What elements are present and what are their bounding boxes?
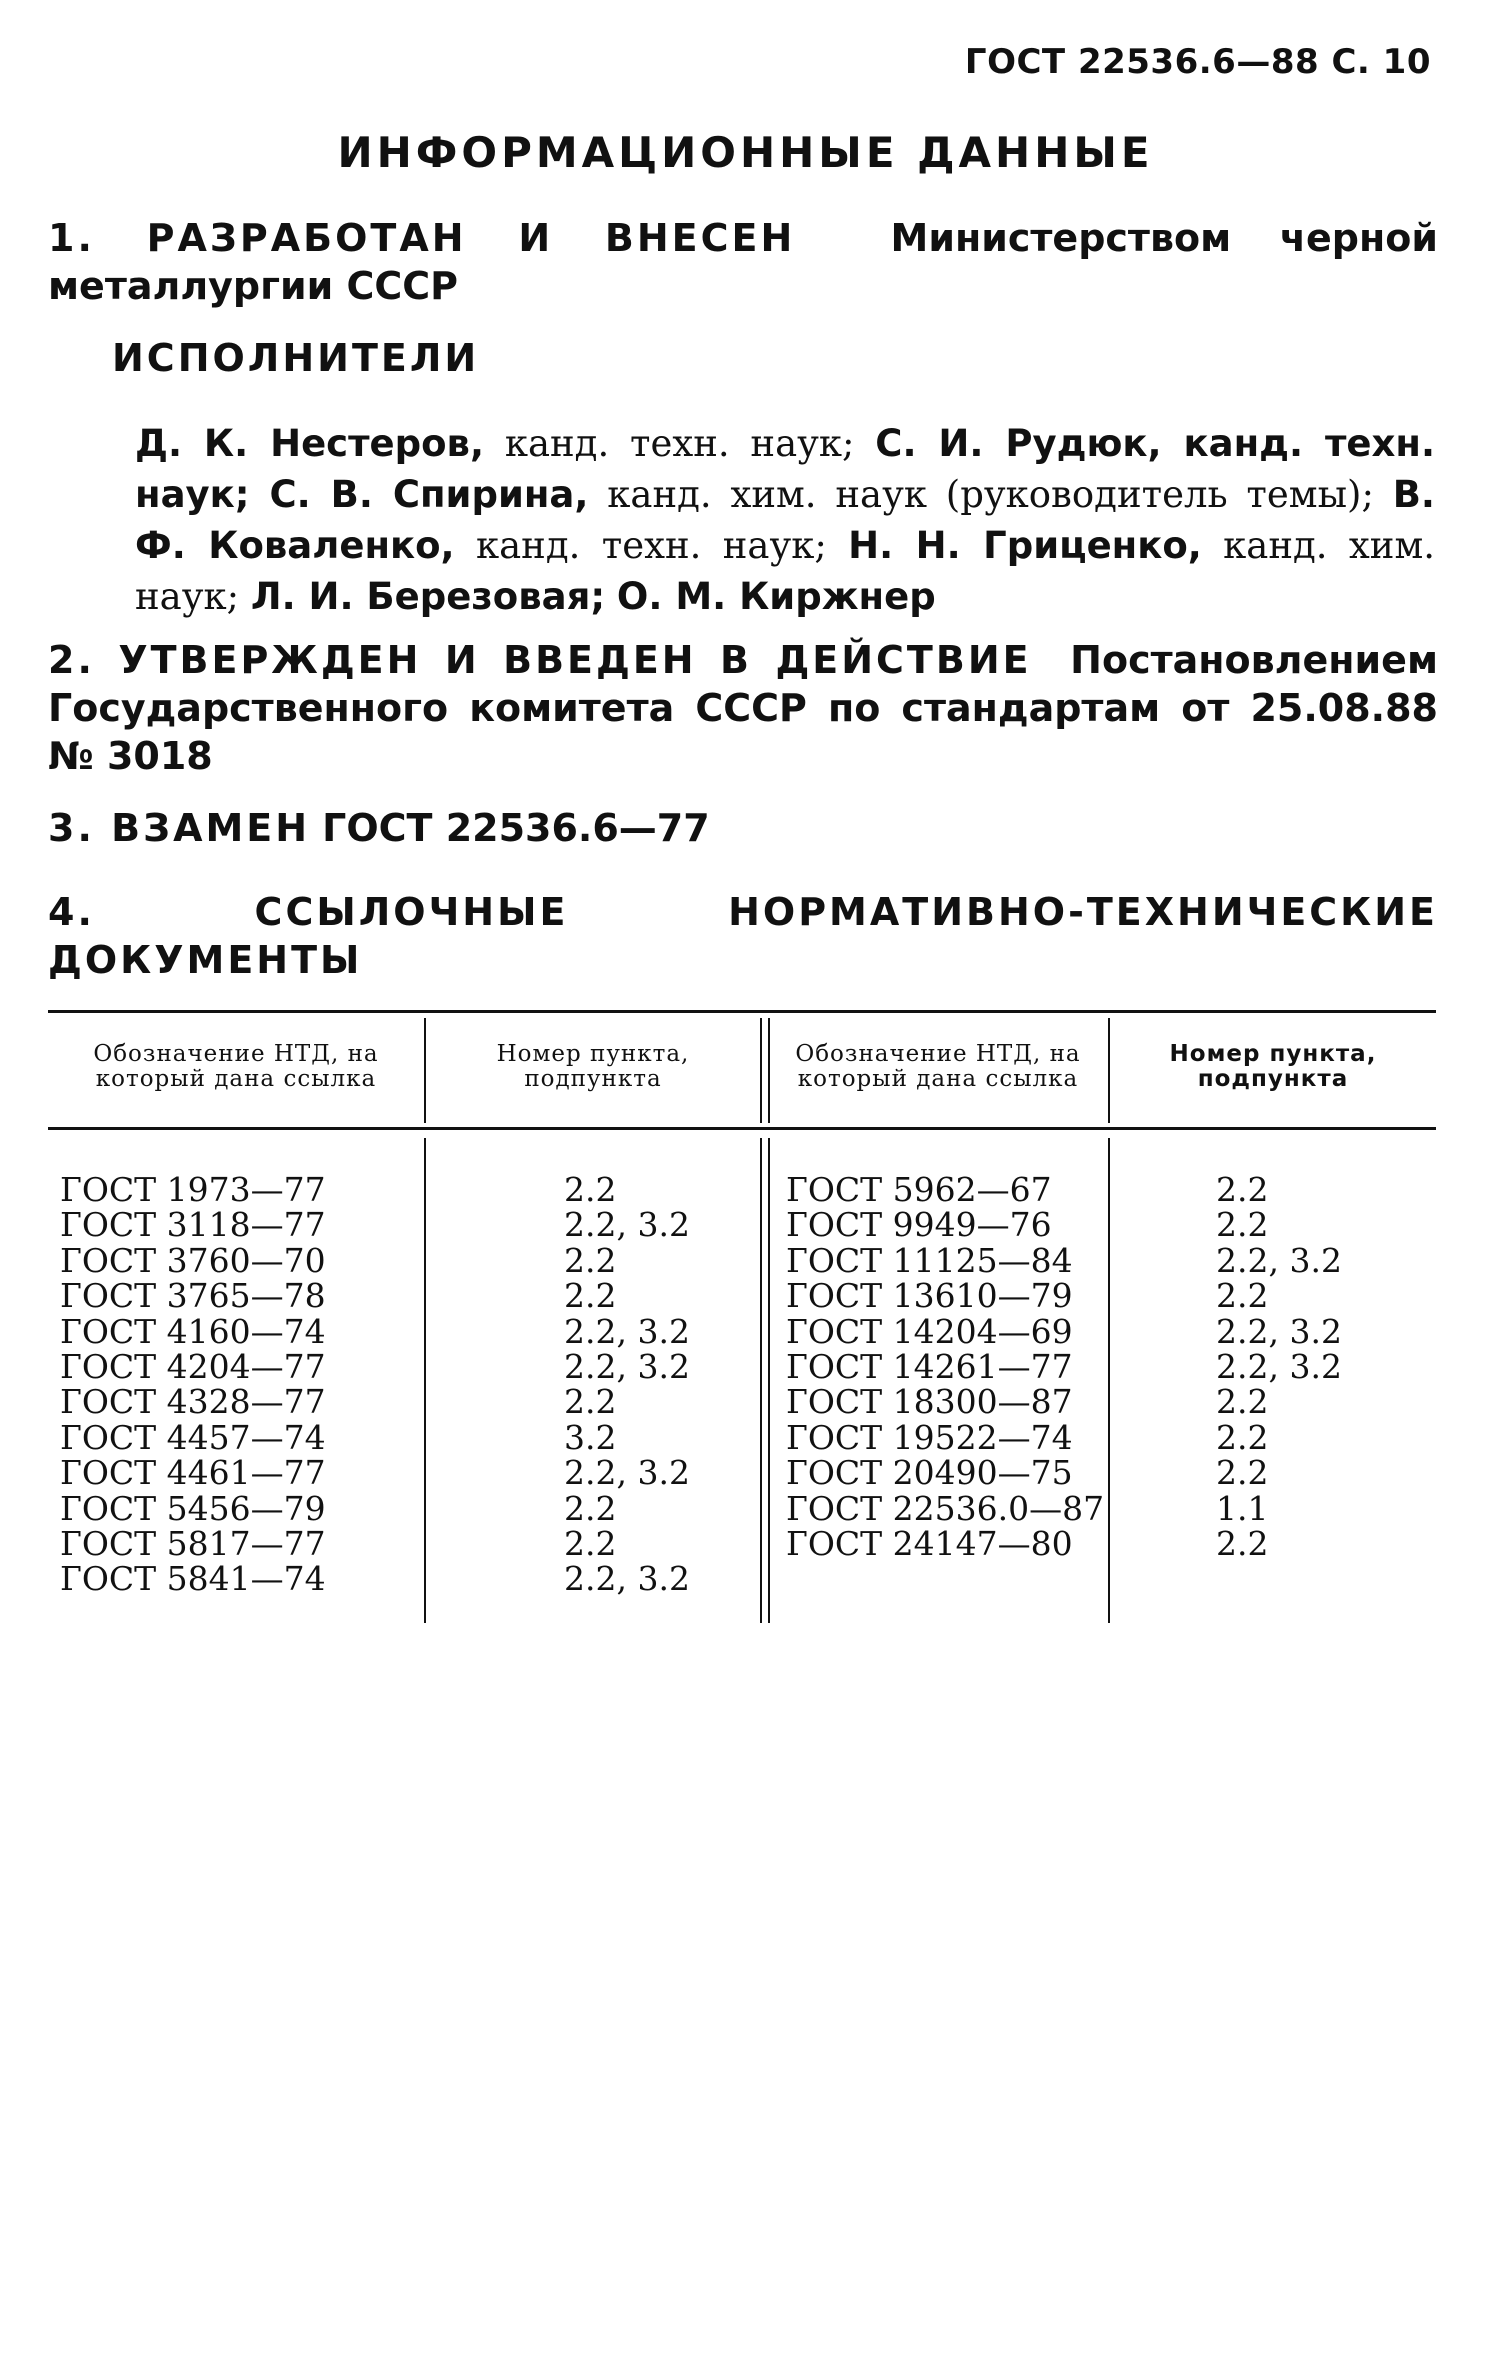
- table-cell-doc: ГОСТ 4204—77: [60, 1346, 326, 1386]
- column-header-left-item: Номер пункта, подпункта: [496, 1041, 690, 1092]
- table-cell-doc: ГОСТ 13610—79: [786, 1276, 1073, 1316]
- table-cell-item: 2.2: [564, 1276, 617, 1316]
- table-cell-item: 2.2: [1216, 1453, 1269, 1493]
- column-header-right-doc: Обозначение НТД, на который дана ссылка: [795, 1041, 1081, 1092]
- table-cell-item: 2.2: [1216, 1170, 1269, 1209]
- table-cell-item: 2.2, 3.2: [1216, 1311, 1342, 1351]
- performer-degree: канд. хим. наук;: [135, 524, 1435, 618]
- table-cell-item: 1.1: [1216, 1488, 1269, 1528]
- performer-name: Д. К. Нестеров,: [135, 422, 485, 465]
- table-divider: [1108, 1018, 1110, 1123]
- table-cell-item: 2.2, 3.2: [564, 1205, 690, 1245]
- left-doc-column: [60, 1172, 326, 1597]
- table-cell-item: 2.2, 3.2: [564, 1453, 690, 1493]
- table-cell-doc: ГОСТ 4457—74: [60, 1417, 326, 1457]
- table-divider: [768, 1138, 770, 1623]
- table-cell-item: 2.2: [564, 1170, 617, 1209]
- performer-name: С. И. Рудюк,: [875, 422, 1162, 465]
- table-cell-item: 2.2: [1216, 1417, 1269, 1457]
- table-cell-item: 3.2: [564, 1417, 617, 1457]
- section-1: [48, 214, 1438, 310]
- section-1-lead: 1. РАЗРАБОТАН И ВНЕСЕН: [48, 216, 796, 260]
- table-cell-doc: ГОСТ 19522—74: [786, 1417, 1073, 1457]
- table-cell-item: 2.2: [564, 1488, 617, 1528]
- performer-name: Л. И. Березовая;: [250, 575, 606, 618]
- table-cell-doc: ГОСТ 14204—69: [786, 1311, 1073, 1351]
- table-cell-item: 2.2: [1216, 1382, 1269, 1422]
- table-header-rule: [48, 1127, 1436, 1130]
- right-item-column: [1216, 1172, 1342, 1561]
- left-item-column: [564, 1172, 690, 1597]
- section-4: [48, 888, 1438, 984]
- table-cell-doc: ГОСТ 1973—77: [60, 1170, 326, 1209]
- table-cell-doc: ГОСТ 5456—79: [60, 1488, 326, 1528]
- table-cell-item: 2.2: [564, 1523, 617, 1563]
- table-divider: [1108, 1138, 1110, 1623]
- section-3-text: ГОСТ 22536.6—77: [322, 806, 710, 850]
- performer-degree: канд. техн. наук;: [484, 422, 876, 465]
- table-cell-doc: ГОСТ 3765—78: [60, 1276, 326, 1316]
- section-2: [48, 636, 1438, 780]
- table-cell-doc: ГОСТ 4328—77: [60, 1382, 326, 1422]
- table-cell-item: 2.2: [1216, 1523, 1269, 1563]
- table-cell-doc: ГОСТ 3760—70: [60, 1240, 326, 1280]
- table-divider: [424, 1018, 426, 1123]
- table-cell-doc: ГОСТ 11125—84: [786, 1240, 1073, 1280]
- section-2-lead: 2. УТВЕРЖДЕН И ВВЕДЕН В ДЕЙСТВИЕ: [48, 638, 1032, 682]
- table-cell-item: 2.2: [564, 1240, 617, 1280]
- section-1-text: Министерством черной металлургии СССР: [48, 216, 1438, 308]
- table-divider: [760, 1138, 762, 1623]
- table-cell-item: 2.2, 3.2: [564, 1559, 690, 1599]
- table-cell-doc: ГОСТ 4160—74: [60, 1311, 326, 1351]
- table-cell-item: 2.2, 3.2: [564, 1346, 690, 1386]
- table-cell-item: 2.2: [564, 1382, 617, 1422]
- table-divider: [760, 1018, 762, 1123]
- table-cell-doc: ГОСТ 3118—77: [60, 1205, 326, 1245]
- performer-degree: канд. хим. наук (руководитель темы);: [588, 473, 1393, 516]
- performer-name: Н. Н. Гриценко,: [848, 524, 1202, 567]
- table-cell-item: 2.2: [1216, 1205, 1269, 1245]
- performer-degree: канд. техн. наук;: [454, 524, 849, 567]
- table-cell-item: 2.2, 3.2: [1216, 1240, 1342, 1280]
- table-cell-doc: ГОСТ 5962—67: [786, 1170, 1052, 1209]
- table-top-rule: [48, 1010, 1436, 1013]
- column-header-left-doc: Обозначение НТД, на который дана ссылка: [93, 1041, 379, 1092]
- table-divider: [768, 1018, 770, 1123]
- table-cell-doc: ГОСТ 4461—77: [60, 1453, 326, 1493]
- section-4-lead: 4. ССЫЛОЧНЫЕ НОРМАТИВНО-ТЕХНИЧЕСКИЕ ДОКУМЕНТЫ: [48, 890, 1438, 982]
- right-doc-column: [786, 1172, 1104, 1561]
- table-cell-doc: ГОСТ 18300—87: [786, 1382, 1073, 1422]
- performer-name: В. Ф. Коваленко,: [135, 473, 1435, 567]
- table-cell-item: 2.2, 3.2: [1216, 1346, 1342, 1386]
- performer-name: С. В. Спирина,: [269, 473, 589, 516]
- section-3: [48, 804, 1438, 852]
- table-cell-item: 2.2, 3.2: [564, 1311, 690, 1351]
- performer-degree: канд. техн. наук;: [135, 422, 1436, 516]
- performer-name: О. М. Киржнер: [616, 575, 936, 618]
- table-cell-item: 2.2: [1216, 1276, 1269, 1316]
- performer-degree: [605, 575, 617, 618]
- table-cell-doc: ГОСТ 22536.0—87: [786, 1488, 1105, 1528]
- table-cell-doc: ГОСТ 5841—74: [60, 1559, 326, 1599]
- table-cell-doc: ГОСТ 20490—75: [786, 1453, 1073, 1493]
- performers-heading: ИСПОЛНИТЕЛИ: [112, 336, 480, 380]
- page-header-ref: ГОСТ 22536.6—88 С. 10: [964, 42, 1431, 82]
- table-divider: [424, 1138, 426, 1623]
- performers-list: [135, 418, 1435, 622]
- table-cell-doc: ГОСТ 24147—80: [786, 1523, 1073, 1563]
- section-3-lead: 3. ВЗАМЕН: [48, 806, 311, 850]
- section-2-text: Постановлением Государственного комитета СССР по стандартам от 25.08.88 № 3018: [48, 638, 1438, 778]
- table-cell-doc: ГОСТ 5817—77: [60, 1523, 326, 1563]
- page-title: ИНФОРМАЦИОННЫЕ ДАННЫЕ: [337, 128, 1154, 177]
- table-cell-doc: ГОСТ 14261—77: [786, 1346, 1073, 1386]
- column-header-right-item: Номер пункта, подпункта: [1169, 1041, 1377, 1092]
- table-cell-doc: ГОСТ 9949—76: [786, 1205, 1052, 1245]
